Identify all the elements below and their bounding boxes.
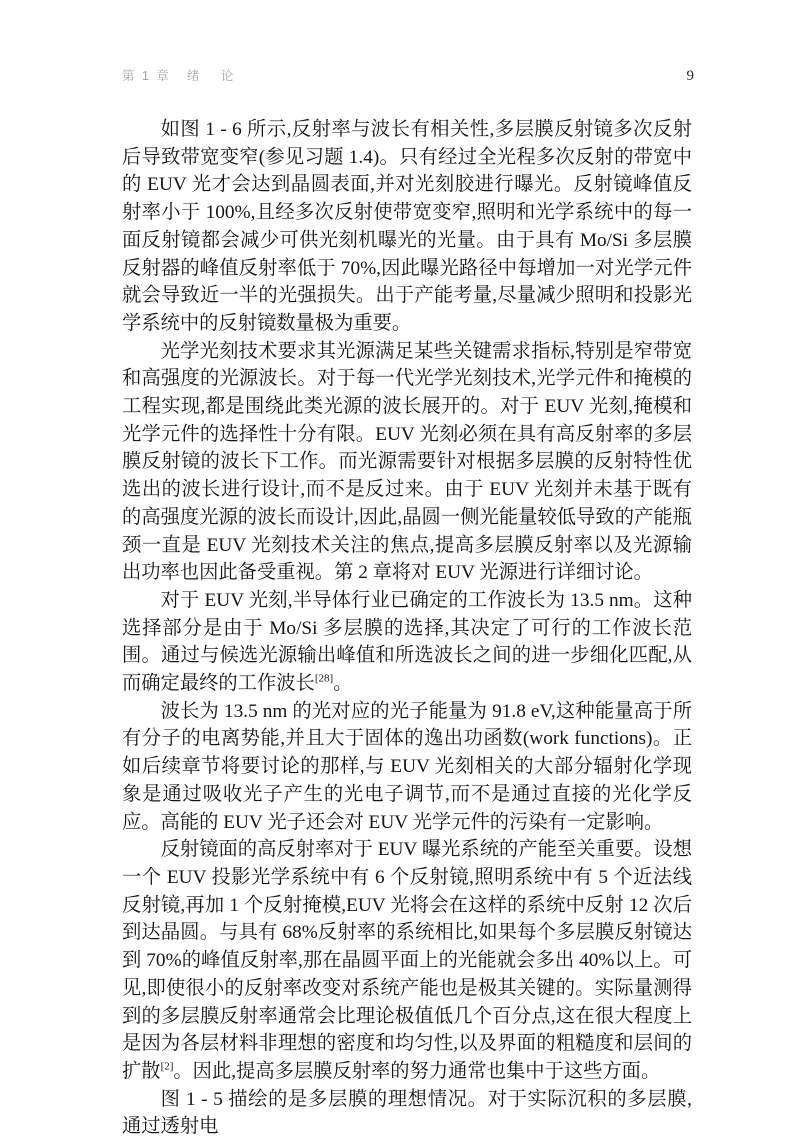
page-number: 9 (686, 68, 694, 84)
paragraph: 对于 EUV 光刻,半导体行业已确定的工作波长为 13.5 nm。这种选择部分是由于 Mo/Si 多层膜的选择,其决定了可行的工作波长范围。通过与候选光源输出峰值和所选波长之间的进一步细化匹配,从而确定最终的工作波长[28]。 (122, 589, 692, 695)
running-head-chapter: 第 1 章 (122, 69, 171, 83)
paragraph: 光学光刻技术要求其光源满足某些关键需求指标,特别是窄带宽和高强度的光源波长。对于每一代光学光刻技术,光学元件和掩模的工程实现,都是围绕此类光源的波长展开的。对于 EUV 光刻,掩模和光学元件的选择性十分有限。EUV 光刻必须在具有高反射率的多层膜反射镜的波长下工作。而光源需要针对根据多层膜的反射特性优选出的波长进行设计,而不是反过来。由于 EUV 光刻并未基于既有的高强度光源的波长而设计,因此,晶圆一侧光能量较低导致的产能瓶颈一直是 EUV 光刻技术关注的焦点,提高多层膜反射率以及光源输出功率也因此备受重视。第 2 章将对 EUV 光源进行详细讨论。 (122, 340, 692, 584)
citation-ref: [2] (160, 1060, 174, 1073)
paragraph: 如图 1 - 6 所示,反射率与波长有相关性,多层膜反射镜多次反射后导致带宽变窄(参见习题 1.4)。只有经过全光程多次反射的带宽中的 EUV 光才会达到晶圆表面,并对光刻胶进行曝光。反射镜峰值反射率小于 100%,且经多次反射使带宽变窄,照明和光学系统中的每一面反射镜都会减少可供光刻机曝光的光量。由于具有 Mo/Si 多层膜反射器的峰值反射率低于 70%,因此曝光路径中每增加一对光学元件就会导致近一半的光强损失。出于产能考量,尽量减少照明和投影光学系统中的反射镜数量极为重要。 (122, 119, 692, 334)
paragraph: 波长为 13.5 nm 的光对应的光子能量为 91.8 eV,这种能量高于所有分子的电离势能,并且大于固体的逸出功函数(work functions)。正如后续章节将要讨论的那样,与 EUV 光刻相关的大部分辐射化学现象是通过吸收光子产生的光电子调节,而不是通过直接的光化学反应。高能的 EUV 光子还会对 EUV 光学元件的污染有一定影响。 (122, 700, 692, 833)
paragraph: 反射镜面的高反射率对于 EUV 曝光系统的产能至关重要。设想一个 EUV 投影光学系统中有 6 个反射镜,照明系统中有 5 个近法线反射镜,再加 1 个反射掩模,EUV 光将会在这样的系统中反射 12 次后到达晶圆。与具有 68%反射率的系统相比,如果每个多层膜反射镜达到 70%的峰值反射率,那在晶圆平面上的光能就会多出 40%以上。可见,即使很小的反射率改变对系统产能也是极其关键的。实际量测得到的多层膜反射率通常会比理论极值低几个百分点,这在很大程度上是因为各层材料非理想的密度和均匀性,以及界面的粗糙度和层间的扩散[2]。因此,提高多层膜反射率的努力通常也集中于这些方面。 (122, 839, 692, 1082)
text-body (122, 116, 692, 1141)
citation-ref: [28] (314, 672, 334, 685)
running-head (122, 66, 242, 84)
page-header (122, 66, 694, 85)
running-head-title: 绪 论 (186, 69, 243, 83)
paragraph: 图 1 - 5 描绘的是多层膜的理想情况。对于实际沉积的多层膜,通过透射电 (122, 1088, 692, 1138)
